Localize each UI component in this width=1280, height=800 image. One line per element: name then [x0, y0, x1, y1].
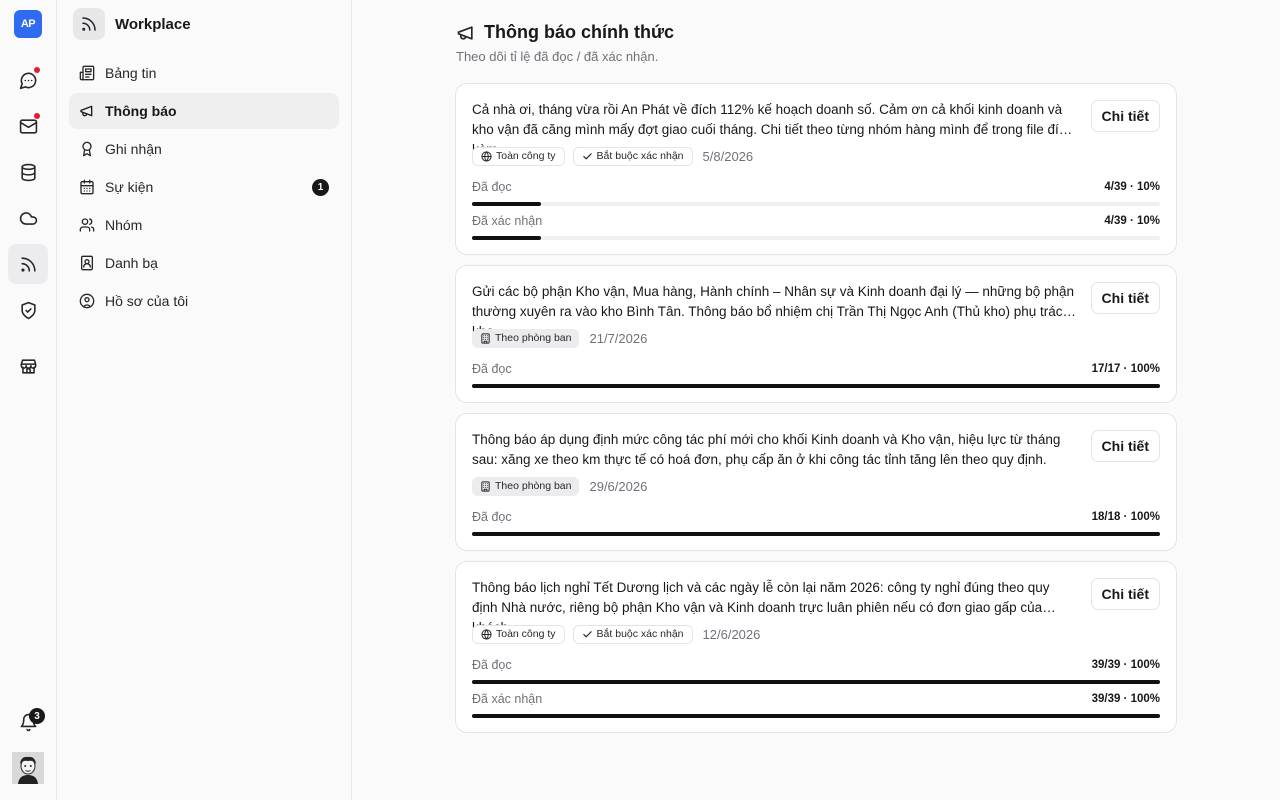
rail-workplace-button[interactable] — [8, 244, 48, 284]
announcement-stats — [472, 178, 1160, 246]
avatar-illustration-icon — [12, 752, 44, 784]
progress-track — [472, 680, 1160, 684]
stat-value: 17/17 · 100% — [1091, 362, 1160, 375]
audience-tag — [472, 147, 565, 166]
stat-label: Đã đọc — [472, 509, 512, 524]
building-icon — [480, 333, 491, 344]
ack-stat — [472, 690, 1160, 724]
progress-track — [472, 532, 1160, 536]
app-logo[interactable]: AP — [14, 10, 42, 38]
tag-label: Toàn công ty — [496, 628, 556, 640]
workspace-header — [73, 8, 191, 40]
sidebar-item-su-kien[interactable] — [69, 169, 339, 205]
progress-track — [472, 714, 1160, 718]
stat-label: Đã xác nhận — [472, 213, 543, 228]
workplace-sidebar — [57, 0, 352, 800]
rail-chat-button[interactable] — [8, 60, 48, 100]
tag-label: Toàn công ty — [496, 150, 556, 162]
announcement-text[interactable]: Thông báo lịch nghỉ Tết Dương lịch và các ngày lễ còn lại năm 2026: công ty nghỉ đúng theo quy định Nhà nước, riêng bộ phận Kho vận và Kinh doanh trực luân phiên nếu có đơn giao gấp của — [472, 580, 1050, 615]
progress-fill — [472, 680, 1160, 684]
announcement-meta — [472, 146, 1160, 166]
stat-label: Đã đọc — [472, 657, 512, 672]
progress-track — [472, 236, 1160, 240]
mail-unread-dot — [33, 112, 41, 120]
rail-mail-button[interactable] — [8, 106, 48, 146]
contacts-icon — [79, 255, 95, 271]
user-circle-icon — [79, 293, 95, 309]
announcement-stats — [472, 360, 1160, 394]
ack-stat — [472, 212, 1160, 246]
rss-icon — [19, 255, 38, 274]
progress-fill — [472, 236, 541, 240]
building-icon — [480, 481, 491, 492]
detail-button[interactable]: Chi tiết — [1091, 282, 1160, 314]
workspace-icon-box — [73, 8, 105, 40]
sidebar-item-ghi-nhan[interactable] — [69, 131, 339, 167]
announcement-stats — [472, 656, 1160, 724]
read-stat — [472, 508, 1160, 542]
sidebar-item-label: Hồ sơ của tôi — [105, 293, 189, 309]
tag-label: Bắt buộc xác nhận — [596, 628, 684, 640]
detail-button[interactable]: Chi tiết — [1091, 100, 1160, 132]
main-content — [352, 0, 1280, 800]
announcement-text[interactable]: Cả nhà ơi, tháng vừa rồi An Phát về đích 112% kế hoạch doanh số. Cảm ơn cả khối kinh doanh và kho vận đã căng mình mấy đợt giao cuối tháng. Chi tiết theo từng nhóm hàng mình để trong file đính — [472, 102, 1074, 137]
shield-check-icon — [19, 301, 38, 320]
rail-cloud-button[interactable] — [8, 198, 48, 238]
read-stat — [472, 178, 1160, 212]
progress-fill — [472, 714, 1160, 718]
announcement-card — [455, 265, 1177, 403]
page-title-row — [456, 22, 674, 43]
megaphone-icon — [456, 23, 476, 43]
newspaper-icon — [79, 65, 95, 81]
sidebar-item-label: Ghi nhận — [105, 141, 162, 157]
announcement-stats — [472, 508, 1160, 542]
stat-value: 4/39 · 10% — [1104, 214, 1160, 227]
announcement-card — [455, 83, 1177, 255]
progress-track — [472, 202, 1160, 206]
announcement-card — [455, 561, 1177, 733]
check-icon — [582, 629, 593, 640]
audience-tag — [472, 329, 579, 348]
stat-label: Đã đọc — [472, 179, 512, 194]
rss-icon — [80, 15, 98, 33]
announcement-date: 29/6/2026 — [589, 478, 648, 494]
calendar-icon — [79, 179, 95, 195]
database-icon — [19, 163, 38, 182]
sidebar-nav — [69, 55, 339, 321]
sidebar-item-thong-bao[interactable] — [69, 93, 339, 129]
announcement-date: 12/6/2026 — [702, 626, 761, 642]
globe-icon — [481, 151, 492, 162]
stat-label: Đã đọc — [472, 361, 512, 376]
rail-database-button[interactable] — [8, 152, 48, 192]
read-stat — [472, 360, 1160, 394]
progress-fill — [472, 384, 1160, 388]
announcement-text[interactable]: Thông báo áp dụng định mức công tác phí mới cho khối Kinh doanh và Kho vận, hiệu lực từ tháng sau: xăng xe theo km thực tế có hoá đơn, phụ cấp ăn ở khi công tác tỉnh tăng lên theo quy định. — [472, 432, 1061, 467]
progress-fill — [472, 532, 1160, 536]
page-header — [456, 22, 674, 64]
users-icon — [79, 217, 95, 233]
progress-fill — [472, 202, 541, 206]
announcement-date: 5/8/2026 — [702, 148, 754, 164]
announcement-meta — [472, 328, 1160, 348]
sidebar-item-label: Bảng tin — [105, 65, 157, 81]
sidebar-item-label: Nhóm — [105, 217, 143, 233]
cloud-icon — [19, 209, 38, 228]
detail-button[interactable]: Chi tiết — [1091, 430, 1160, 462]
rail-store-button[interactable] — [8, 346, 48, 386]
announcement-meta — [472, 624, 1160, 644]
app-rail — [0, 0, 57, 800]
stat-value: 4/39 · 10% — [1104, 180, 1160, 193]
required-ack-tag — [573, 147, 693, 166]
audience-tag — [472, 625, 565, 644]
events-count-badge: 1 — [312, 179, 329, 196]
megaphone-icon — [79, 103, 95, 119]
page-title: Thông báo chính thức — [484, 22, 675, 42]
stat-value: 39/39 · 100% — [1091, 658, 1160, 671]
workspace-title: Workplace — [115, 15, 191, 33]
sidebar-item-nhom[interactable] — [69, 207, 339, 243]
announcement-date: 21/7/2026 — [589, 330, 648, 346]
progress-track — [472, 384, 1160, 388]
announcement-meta — [472, 476, 1160, 496]
sidebar-item-label: Danh bạ — [105, 255, 158, 271]
audience-tag — [472, 477, 579, 496]
chat-unread-dot — [33, 66, 41, 74]
detail-button[interactable]: Chi tiết — [1091, 578, 1160, 610]
store-icon — [19, 357, 38, 376]
required-ack-tag — [573, 625, 693, 644]
rail-security-button[interactable] — [8, 290, 48, 330]
stat-value: 39/39 · 100% — [1091, 692, 1160, 705]
notifications-count-badge: 3 — [29, 708, 45, 724]
user-avatar[interactable] — [12, 752, 44, 784]
tag-label: Theo phòng ban — [495, 332, 572, 344]
check-icon — [582, 151, 593, 162]
globe-icon — [481, 629, 492, 640]
announcement-text[interactable]: Gửi các bộ phận Kho vận, Mua hàng, Hành chính – Nhân sự và Kinh doanh đại lý — những bộ phận thường xuyên ra vào kho Bình Tân. Thông báo bổ nhiệm chị Trần Thị Ngọc Anh (Thủ kho) phụ trách — [472, 284, 1075, 319]
tag-label: Theo phòng ban — [495, 480, 572, 492]
sidebar-item-ho-so[interactable] — [69, 283, 339, 319]
sidebar-item-bang-tin[interactable] — [69, 55, 339, 91]
read-stat — [472, 656, 1160, 690]
sidebar-item-danh-ba[interactable] — [69, 245, 339, 281]
sidebar-item-label: Thông báo — [105, 103, 177, 119]
award-icon — [79, 141, 95, 157]
page-subtitle: Theo dõi tỉ lệ đã đọc / đã xác nhận. — [456, 49, 659, 64]
stat-value: 18/18 · 100% — [1091, 510, 1160, 523]
sidebar-item-label: Sự kiện — [105, 179, 154, 195]
stat-label: Đã xác nhận — [472, 691, 543, 706]
announcement-card — [455, 413, 1177, 551]
tag-label: Bắt buộc xác nhận — [596, 150, 684, 162]
